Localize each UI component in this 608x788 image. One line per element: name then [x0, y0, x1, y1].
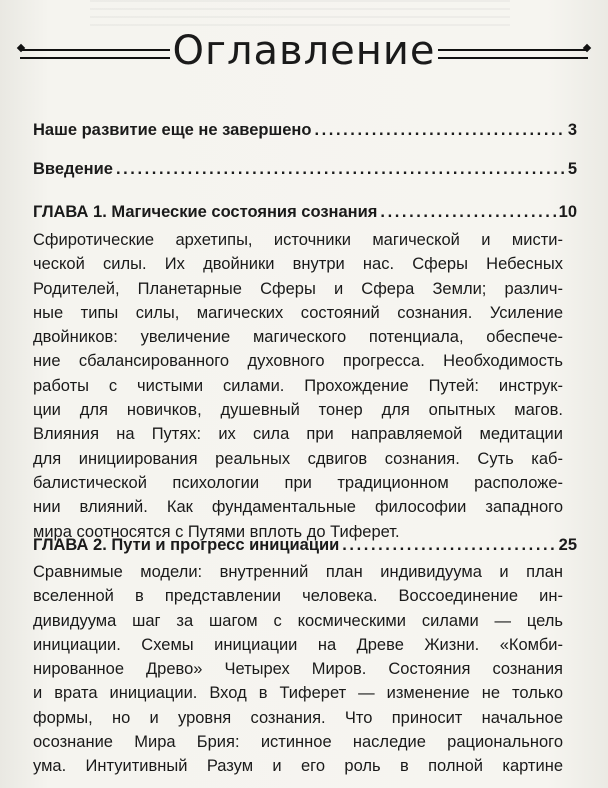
toc-entry[interactable]: [33, 160, 577, 179]
description-line: ческой силы. Их двойники внутри нас. Сферы Небесных: [33, 255, 563, 274]
description-line: работы с чистыми силами. Прохождение Путей: инструк-: [33, 376, 563, 395]
description-line: ума. Интуитивный Разум и его роль в полной картине: [33, 757, 563, 776]
description-line: нии влияний. Как фундаментальные философии западного: [33, 498, 563, 517]
chapter-1-description: [33, 228, 563, 544]
description-line: балистической психологии при традиционном расположе-: [33, 473, 563, 492]
toc-entry-title: Введение: [33, 160, 113, 178]
toc-entry-page: 10: [558, 203, 577, 221]
description-line: двойников: увеличение магического потенциала, обеспече-: [33, 328, 563, 347]
description-line: нированное Древо» Четырех Миров. Состояния сознания: [33, 660, 563, 679]
description-line: Сравнимые модели: внутренний план индивидуума и план: [33, 563, 563, 581]
chapter-2-description: [33, 560, 563, 779]
description-line: формы, но и уровня сознания. Что приносит начальное: [33, 708, 563, 727]
toc-entry[interactable]: [33, 536, 577, 555]
toc-entry-page: 25: [558, 536, 577, 554]
heading-rule-left: [20, 49, 170, 59]
description-line: Сфиротические архетипы, источники магической и мисти-: [33, 231, 563, 249]
toc-entry-title: Наше развитие еще не завершено: [33, 121, 312, 139]
description-line: ные типы силы, магических состояний сознания. Усиление: [33, 303, 563, 322]
toc-entry-page: 3: [567, 121, 577, 139]
dot-leader: [380, 203, 555, 222]
toc-entry-page: 5: [567, 160, 577, 178]
description-line: мира соотносятся с Путями вплоть до Тиферет.: [33, 522, 400, 541]
heading-banner: [20, 22, 588, 80]
toc-entry-title: ГЛАВА 1. Магические состояния сознания: [33, 203, 378, 221]
description-line: Влияния на Путях: их сила при направляемой медитации: [33, 425, 563, 444]
description-line: инициации. Схемы инициации на Древе Жизни. «Комби-: [33, 635, 563, 654]
description-line: вселенной в представлении человека. Воссоединение ин-: [33, 587, 563, 606]
dot-leader: [116, 160, 565, 179]
toc-entry[interactable]: [33, 121, 577, 140]
dot-leader: [342, 536, 555, 555]
dot-leader: [314, 121, 564, 140]
toc-entry[interactable]: [33, 203, 577, 222]
description-line: дивидуума шаг за шагом с космическими силами — цель: [33, 611, 563, 630]
description-line: для инициирования реальных сдвигов сознания. Суть каб-: [33, 449, 563, 468]
description-line: осознание Мира Брия: истинное наследие рационального: [33, 733, 563, 752]
description-line: и врата инициации. Вход в Тиферет — изменение не только: [33, 684, 563, 703]
page-title: Оглавление: [172, 28, 436, 74]
description-line: ции для новичков, душевный тонер для опытных магов.: [33, 401, 563, 420]
description-line: Родителей, Планетарные Сферы и Сфера Земли; различ-: [33, 279, 563, 298]
description-line: ние сбалансированного духовного прогресса. Необходимость: [33, 352, 563, 371]
heading-rule-right: [438, 49, 588, 59]
toc-entry-title: ГЛАВА 2. Пути и прогресс инициации: [33, 536, 340, 554]
